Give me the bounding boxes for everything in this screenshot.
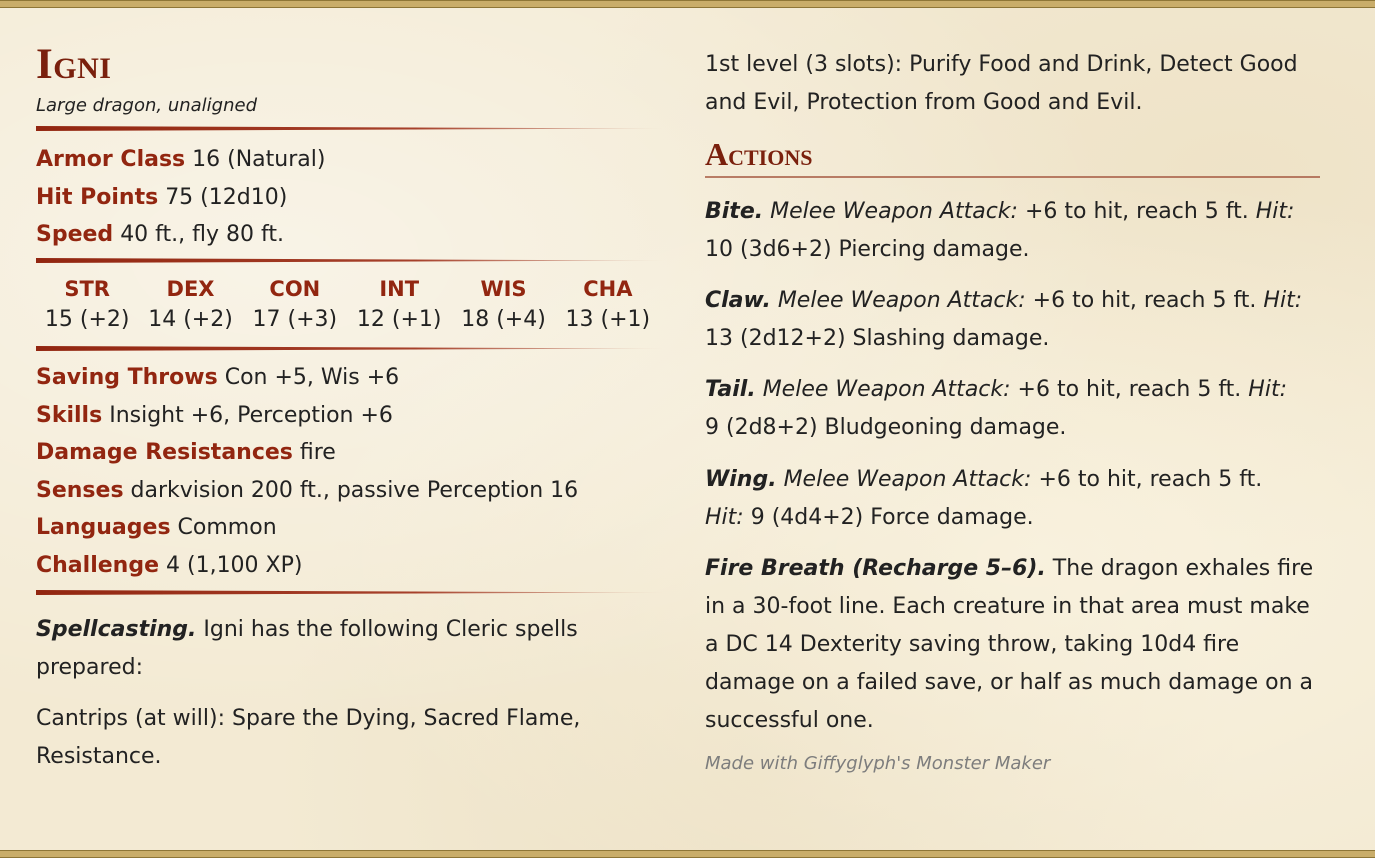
hit-text: 13 (2d12+2) Slashing damage.	[705, 326, 1050, 351]
ability-value: 17 (+3)	[252, 307, 338, 332]
action-name: Bite.	[705, 199, 764, 224]
saving-throws-label: Saving Throws	[36, 365, 218, 390]
hit-label: Hit:	[1248, 377, 1287, 402]
challenge-label: Challenge	[36, 553, 159, 578]
hit-points-value: 75 (12d10)	[165, 185, 288, 210]
armor-class-value: 16 (Natural)	[192, 147, 326, 172]
saving-throws-line	[36, 364, 399, 392]
action-fire-breath	[705, 550, 1320, 740]
bottom-border	[0, 850, 1375, 858]
senses-value: darkvision 200 ft., passive Perception 16	[130, 478, 579, 503]
ability-value: 18 (+4)	[461, 307, 546, 332]
spellcasting-name: Spellcasting.	[36, 617, 197, 642]
senses-label: Senses	[36, 478, 124, 503]
hit-points-line	[36, 184, 287, 212]
action-name: Fire Breath (Recharge 5–6).	[705, 556, 1046, 581]
ability-con	[243, 275, 347, 337]
senses-line	[36, 477, 578, 505]
attack-type: Melee Weapon Attack:	[783, 467, 1032, 492]
attack-type: Melee Weapon Attack:	[770, 199, 1018, 224]
monster-name: Igni	[36, 41, 112, 88]
ability-wis	[451, 275, 555, 337]
hit-points-label: Hit Points	[36, 185, 159, 210]
ability-scores	[36, 275, 660, 337]
languages-label: Languages	[36, 515, 171, 540]
action-name: Tail.	[705, 377, 756, 402]
languages-line	[36, 514, 277, 542]
hit-label: Hit:	[1263, 288, 1303, 313]
hit-text: 9 (2d8+2) Bludgeoning damage.	[705, 415, 1067, 440]
attack-type: Melee Weapon Attack:	[762, 377, 1011, 402]
ability-name: STR	[64, 277, 110, 301]
damage-resistances-label: Damage Resistances	[36, 440, 293, 465]
divider-rule	[36, 590, 666, 595]
attack-type: Melee Weapon Attack:	[777, 288, 1026, 313]
skills-value: Insight +6, Perception +6	[109, 403, 393, 428]
actions-heading: Actions	[705, 136, 813, 172]
spellcasting-text: Igni has the following Cleric spells prepared:	[36, 617, 578, 680]
attack-text: +6 to hit, reach 5 ft.	[1032, 288, 1257, 313]
action-name: Wing.	[705, 467, 777, 492]
divider-rule	[36, 126, 666, 131]
ability-name: INT	[379, 277, 420, 301]
action-tail	[705, 371, 1305, 447]
ability-int	[347, 275, 451, 337]
action-text: The dragon exhales fire in a 30-foot line. Each creature in that area must make a DC 14 Dexterity saving throw, taking 10d4 fire damage on a failed save, or half as much damage on a successful one.	[705, 556, 1314, 733]
hit-text: 9 (4d4+2) Force damage.	[750, 505, 1034, 530]
attack-text: +6 to hit, reach 5 ft.	[1017, 377, 1242, 402]
speed-label: Speed	[36, 222, 114, 247]
skills-label: Skills	[36, 403, 103, 428]
armor-class-line	[36, 146, 325, 174]
armor-class-label: Armor Class	[36, 147, 186, 172]
actions-heading-rule	[705, 176, 1320, 178]
credit-text: Made with Giffyglyph's Monster Maker	[705, 753, 1051, 774]
ability-value: 14 (+2)	[148, 307, 233, 332]
action-name: Claw.	[705, 288, 771, 313]
damage-resistances-line	[36, 439, 336, 467]
ability-value: 13 (+1)	[565, 307, 651, 332]
monster-meta: Large dragon, unaligned	[36, 95, 258, 116]
divider-rule	[36, 346, 666, 351]
challenge-line	[36, 552, 302, 580]
ability-name: DEX	[166, 277, 215, 301]
top-border	[0, 0, 1375, 8]
skills-line	[36, 402, 393, 430]
speed-line	[36, 221, 284, 249]
ability-value: 12 (+1)	[356, 307, 442, 332]
ability-value: 15 (+2)	[44, 307, 130, 332]
spell-list-level1: 1st level (3 slots): Purify Food and Drink, Detect Good and Evil, Protection from Good and Evil.	[705, 52, 1298, 115]
ability-name: CON	[269, 277, 321, 301]
ability-str	[36, 275, 138, 337]
languages-value: Common	[177, 515, 277, 540]
ability-dex	[138, 275, 242, 337]
hit-label: Hit:	[1255, 199, 1295, 224]
ability-name: CHA	[583, 277, 633, 301]
hit-label: Hit:	[705, 505, 744, 530]
hit-text: 10 (3d6+2) Piercing damage.	[705, 237, 1030, 262]
ability-cha	[556, 275, 660, 337]
challenge-value: 4 (1,100 XP)	[166, 553, 303, 578]
speed-value: 40 ft., fly 80 ft.	[120, 222, 284, 247]
action-wing	[705, 461, 1305, 537]
action-bite	[705, 193, 1305, 269]
action-claw	[705, 282, 1315, 358]
attack-text: +6 to hit, reach 5 ft.	[1038, 467, 1263, 492]
divider-rule	[36, 258, 666, 263]
saving-throws-value: Con +5, Wis +6	[224, 365, 400, 390]
damage-resistances-value: fire	[299, 440, 336, 465]
spell-list-cantrips: Cantrips (at will): Spare the Dying, Sacred Flame, Resistance.	[36, 706, 581, 769]
attack-text: +6 to hit, reach 5 ft.	[1024, 199, 1249, 224]
spellcasting-trait	[36, 611, 596, 687]
ability-name: WIS	[480, 277, 527, 301]
